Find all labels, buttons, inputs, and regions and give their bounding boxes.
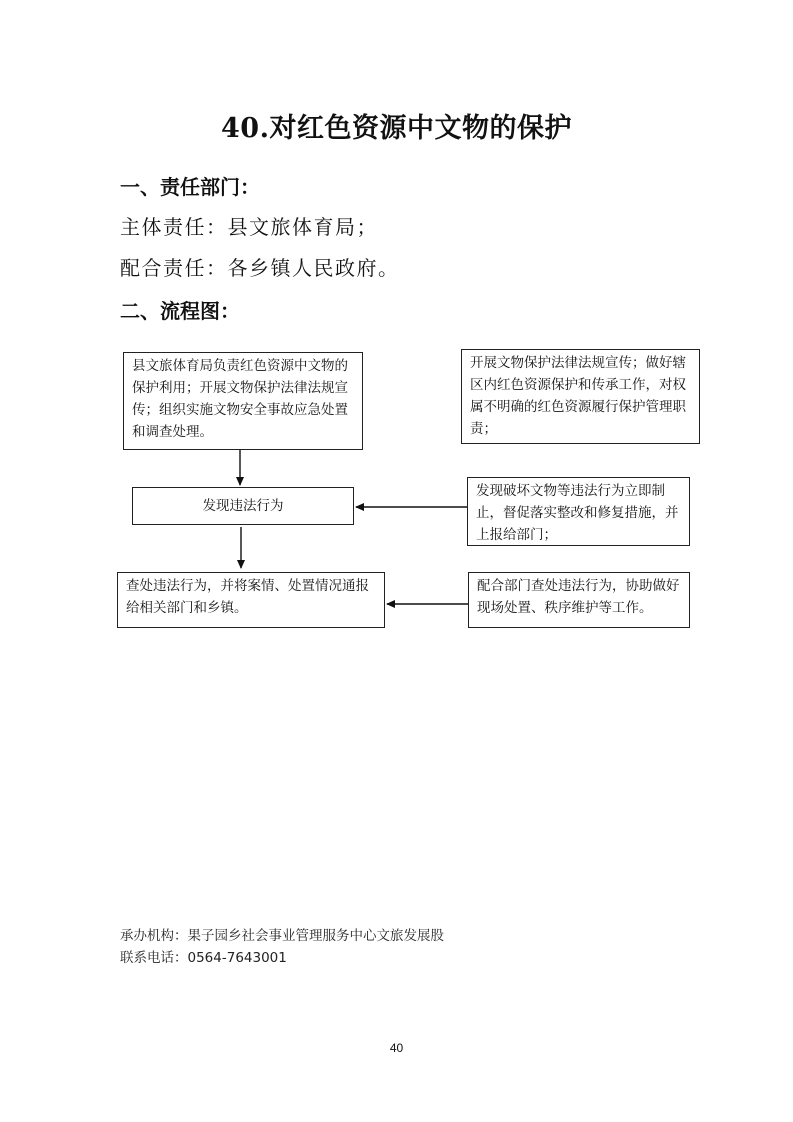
section-heading-flowchart: 二、流程图： xyxy=(120,299,240,323)
flow-box-township-duty: 开展文物保护法律法规宣传；做好辖区内红色资源保护和传承工作，对权属不明确的红色资源履行保护管理职责； xyxy=(461,349,700,444)
page-number: 40 xyxy=(389,1041,404,1055)
flow-box-stop-and-report: 发现破坏文物等违法行为立即制止，督促落实整改和修复措施，并上报给部门； xyxy=(467,477,690,546)
flow-box-cooperate-handling: 配合部门查处违法行为，协助做好现场处置、秩序维护等工作。 xyxy=(468,572,690,628)
footer-phone: 联系电话：0564-7643001 xyxy=(120,950,287,966)
flow-box-discover-violation: 发现违法行为 xyxy=(132,487,354,525)
page-title: 40.对红色资源中文物的保护 xyxy=(221,113,572,144)
main-responsibility-text: 主体责任：县文旅体育局； xyxy=(120,215,378,239)
section-heading-responsible-departments: 一、责任部门： xyxy=(120,175,260,199)
flow-box-county-duty: 县文旅体育局负责红色资源中文物的保护利用；开展文物保护法律法规宣传；组织实施文物安全事故应急处置和调查处理。 xyxy=(123,352,363,450)
flow-box-investigate-violation: 查处违法行为，并将案情、处置情况通报给相关部门和乡镇。 xyxy=(117,572,385,628)
footer-organizer: 承办机构：果子园乡社会事业管理服务中心文旅发展股 xyxy=(120,928,444,944)
cooperating-responsibility-text: 配合责任：各乡镇人民政府。 xyxy=(120,256,400,280)
